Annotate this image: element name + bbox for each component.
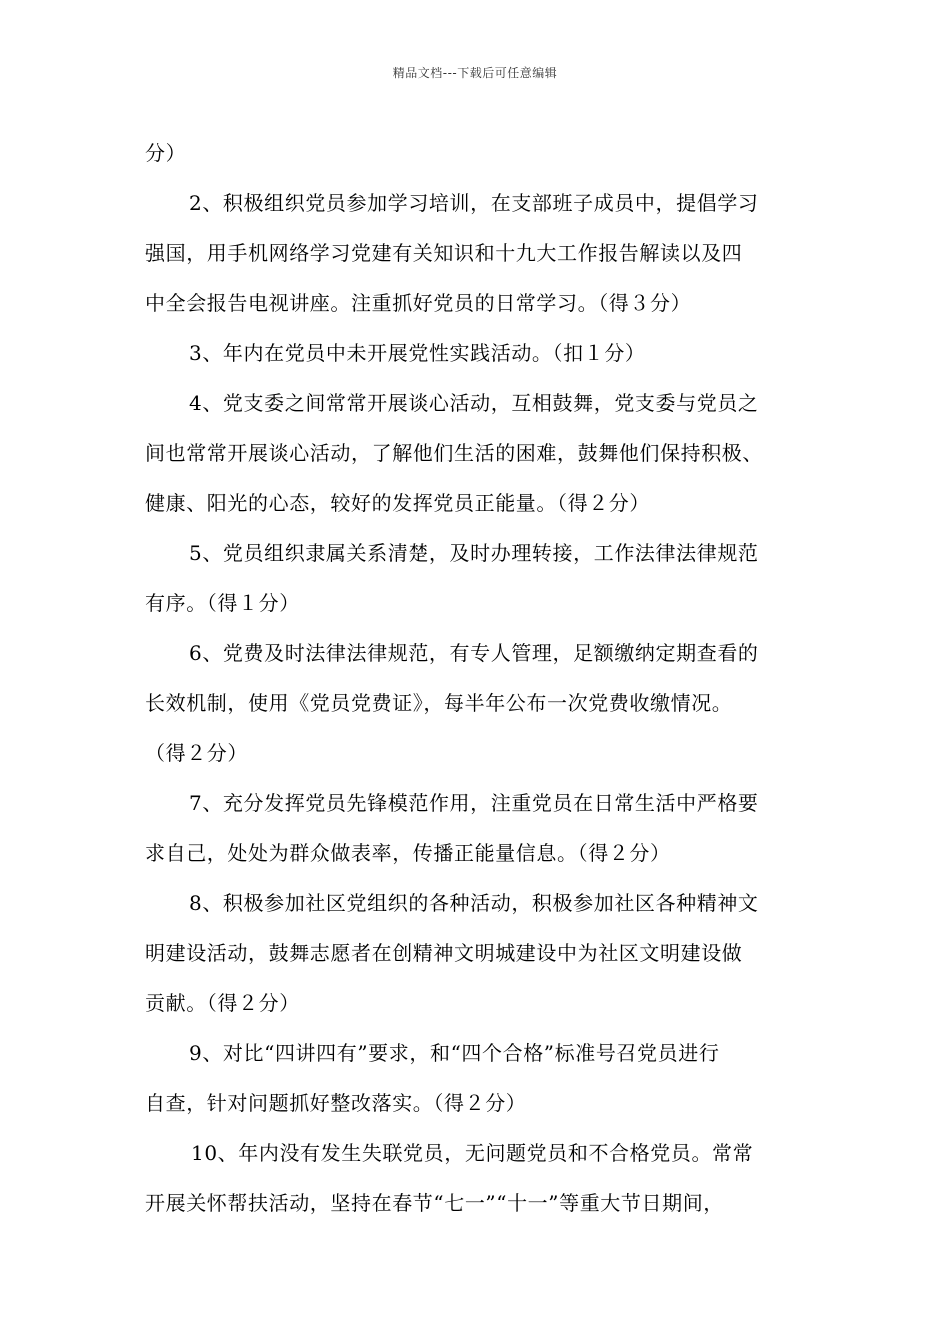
paragraph-2-line-1: 2、积极组织党员参加学习培训，在支部班子成员中，提倡学习: [189, 191, 759, 215]
text-line: 分）: [145, 141, 187, 165]
paragraph-4-line-2: 间也常常开展谈心活动，了解他们生活的困难，鼓舞他们保持积极、: [145, 441, 763, 465]
paragraph-5-line-1: 5、党员组织隶属关系清楚，及时办理转接，工作法律法律规范: [189, 541, 759, 565]
page-header: 精品文档---下载后可任意编辑: [392, 66, 558, 80]
paragraph-6-line-1: 6、党费及时法律法律规范，有专人管理，足额缴纳定期查看的: [189, 641, 759, 665]
paragraph-4-line-1: 4、党支委之间常常开展谈心活动，互相鼓舞，党支委与党员之: [189, 391, 759, 415]
paragraph-2-line-2: 强国，用手机网络学习党建有关知识和十九大工作报告解读以及四: [145, 241, 743, 265]
paragraph-5-line-2: 有序。（得１分）: [145, 591, 300, 615]
paragraph-8-line-2: 明建设活动，鼓舞志愿者在创精神文明城建设中为社区文明建设做: [145, 941, 743, 965]
paragraph-3-line-1: 3、年内在党员中未开展党性实践活动。（扣１分）: [189, 341, 646, 365]
paragraph-10-line-1: 10、年内没有发生失联党员，无问题党员和不合格党员。常常: [191, 1141, 754, 1165]
paragraph-7-line-1: 7、充分发挥党员先锋模范作用，注重党员在日常生活中严格要: [189, 791, 759, 815]
document-body: [145, 128, 825, 1228]
paragraph-9-line-2: 自查，针对问题抓好整改落实。（得２分）: [145, 1091, 527, 1115]
paragraph-2-line-3: 中全会报告电视讲座。注重抓好党员的日常学习。（得３分）: [145, 291, 692, 315]
paragraph-10-line-2: 开展关怀帮扶活动，坚持在春节“七一”“十一”等重大节日期间，: [145, 1191, 724, 1215]
paragraph-8-line-1: 8、积极参加社区党组织的各种活动，积极参加社区各种精神文: [189, 891, 759, 915]
paragraph-9-line-1: 9、对比“四讲四有”要求，和“四个合格”标准号召党员进行: [189, 1041, 720, 1065]
paragraph-7-line-2: 求自己，处处为群众做表率，传播正能量信息。（得２分）: [145, 841, 671, 865]
paragraph-6-line-3: （得２分）: [145, 741, 248, 765]
paragraph-8-line-3: 贡献。（得２分）: [145, 991, 300, 1015]
paragraph-6-line-2: 长效机制，使用《党员党费证》，每半年公布一次党费收缴情况。: [145, 691, 733, 715]
paragraph-4-line-3: 健康、阳光的心态，较好的发挥党员正能量。（得２分）: [145, 491, 650, 515]
